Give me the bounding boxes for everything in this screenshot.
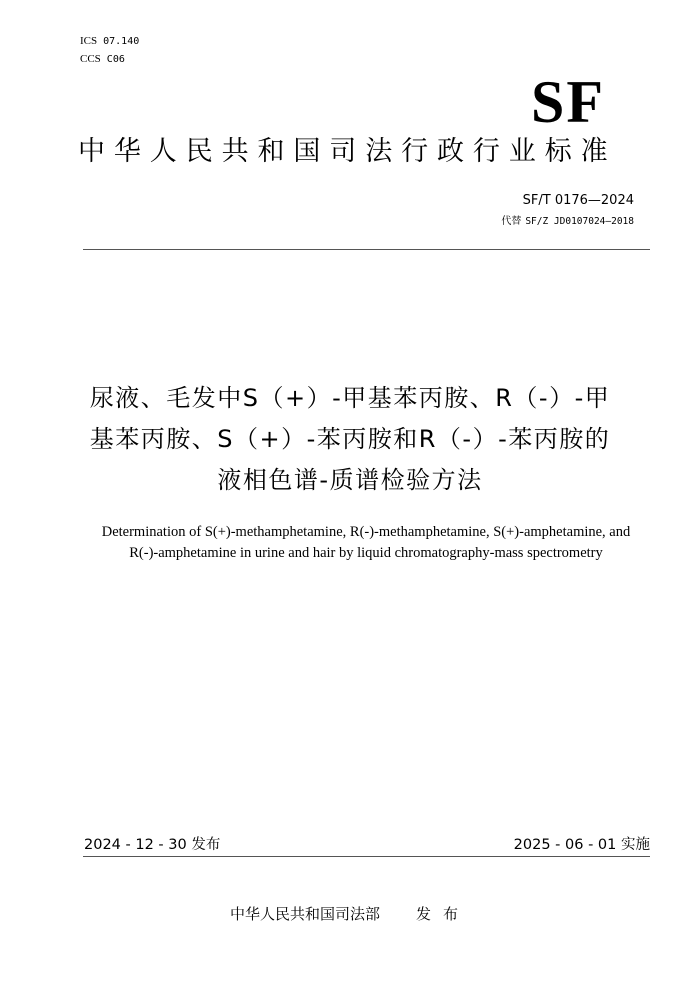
ccs-code: C06	[106, 54, 125, 65]
bottom-divider	[83, 856, 650, 857]
replaces-label: 代替	[501, 216, 522, 227]
top-divider	[83, 249, 650, 250]
ics-label: ICS	[80, 35, 98, 47]
standard-number: SF/T 0176—2024	[522, 193, 634, 208]
document-title-chinese: 尿液、毛发中S（+）-甲基苯丙胺、R（-）-甲基苯丙胺、S（+）-苯丙胺和R（-）-苯丙胺的液相色谱-质谱检验方法	[89, 384, 611, 494]
implementation-date: 2025 - 06 - 01 实施	[513, 837, 650, 853]
ccs-classification	[80, 52, 125, 67]
replaces-note	[501, 215, 634, 229]
standard-category-title: 中华人民共和国司法行政行业标准	[78, 136, 617, 167]
document-title-english: Determination of S(+)-methamphetamine, R(-)-methamphetamine, S(+)-amphetamine, and R(-)-amphetamine in urine and hair by liquid chromatography-mass spectrometry	[101, 524, 631, 561]
issuer-action: 发布	[416, 905, 471, 923]
ics-classification	[80, 34, 139, 49]
issuer-name: 中华人民共和国司法部	[229, 905, 380, 923]
replaces-code: SF/Z JD0107024—2018	[525, 216, 634, 227]
issuer-block	[0, 904, 700, 924]
sf-logo: SF	[530, 69, 605, 135]
issue-date: 2024 - 12 - 30 发布	[84, 837, 221, 853]
ccs-label: CCS	[80, 53, 101, 65]
ics-code: 07.140	[103, 36, 140, 47]
